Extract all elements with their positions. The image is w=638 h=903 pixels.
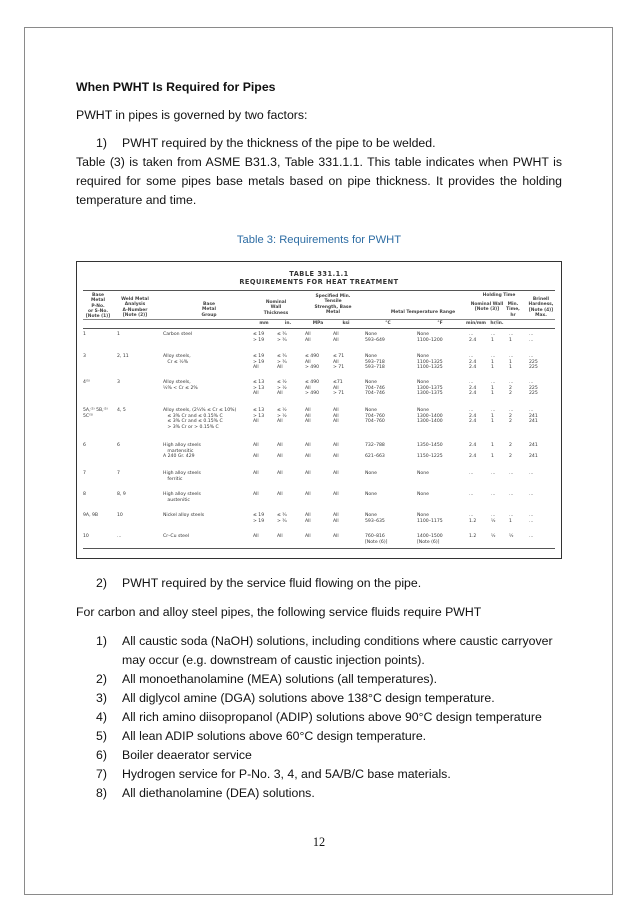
table-paragraph: Table (3) is taken from ASME B31.3, Table 331.1.1. This table indicates when PWHT is required for some pipes base metals based on pipe thickness. It provides the holding temperature and time. xyxy=(76,155,562,207)
table-cell-group: Alloy steels, ¹⁄₂% < Cr ≤ 2% xyxy=(163,380,198,391)
factor-list-1 xyxy=(96,134,562,153)
list-number: 1) xyxy=(96,136,107,150)
table-cell-inch: ≤ ¹⁄₂ > ¹⁄₂ All xyxy=(277,408,287,425)
table-cell-c: 732–788 621–663 xyxy=(365,443,385,460)
table-cell-weld: 4, 5 xyxy=(117,408,126,413)
table-cell-pno: 4⁽⁵⁾ xyxy=(83,380,91,385)
table-cell-pno: 6 xyxy=(83,443,86,448)
table-cell-c: None xyxy=(365,492,377,497)
header-in: in. xyxy=(284,321,292,326)
table-cell-group: Carbon steel xyxy=(163,332,193,337)
table-cell-weld: 8, 9 xyxy=(117,492,126,497)
table-cell-f: None 1100–1175 xyxy=(417,513,443,524)
table-cell-hb: ... ... xyxy=(529,332,534,343)
table-cell-minhr: ... 2 2 xyxy=(509,380,514,397)
table-cell-inch: ≤ ¹⁄₂ > ¹⁄₂ All xyxy=(277,380,287,397)
header-weld: Weld Metal Analysis A-Number [Note (2)] xyxy=(121,297,149,318)
table-cell-f: 1400–1500 [Note (6)] xyxy=(417,534,443,545)
table-cell-c: None 593–718 593–718 xyxy=(365,354,385,371)
header-holding: Holding Time xyxy=(482,293,516,298)
table-cell-c: None 593–635 xyxy=(365,513,385,524)
list-item xyxy=(96,727,562,746)
table-cell-hrin: ... xyxy=(491,492,496,497)
table-cell-ksi: All All All xyxy=(333,408,339,425)
table-cell-ksi: All xyxy=(333,471,339,476)
table-cell-hrin: ... xyxy=(491,471,496,476)
table-cell-weld: 3 xyxy=(117,380,120,385)
table-cell-f: None xyxy=(417,492,429,497)
table-cell-ksi: ≤ 71 All > 71 xyxy=(333,354,345,371)
table-cell-group: High alloy steels ferritic xyxy=(163,471,201,482)
table-cell-f: None 1300–1375 1300–1375 xyxy=(417,380,443,397)
header-mm: mm xyxy=(259,321,269,326)
table-cell-minmm: ... xyxy=(469,471,474,476)
header-wall: Nominal Wall Thickness xyxy=(263,300,289,316)
table-image-frame xyxy=(76,261,562,559)
table-cell-minmm: 1.2 xyxy=(469,534,477,539)
list-text: PWHT required by the thickness of the pipe to be welded. xyxy=(122,136,436,150)
table-cell-inch: ≤ ³⁄₄ > ³⁄₄ xyxy=(277,332,287,343)
table-cell-ksi: ≤71 All > 71 xyxy=(333,380,345,397)
table-cell-hb: ... xyxy=(529,471,534,476)
table-cell-hb: ... 225 225 xyxy=(529,354,538,371)
table-cell-group: High alloy steels martensitic A 240 Gr. 429 xyxy=(163,443,201,460)
table-rule xyxy=(83,328,555,329)
list-text: All lean ADIP solutions above 60°C design temperature. xyxy=(122,729,427,743)
table-cell-group: Alloy steels, Cr ≤ ¹⁄₂% xyxy=(163,354,191,365)
list-text: PWHT required by the service fluid flowing on the pipe. xyxy=(122,576,422,590)
table-cell-inch: All xyxy=(277,471,283,476)
table-cell-f: None 1100–1325 1100–1325 xyxy=(417,354,443,371)
header-group: Base Metal Group xyxy=(201,302,217,318)
list-number: 8) xyxy=(96,786,107,800)
table-cell-mpa: All All xyxy=(305,332,311,343)
table-cell-mm: ≤ 13 > 13 All xyxy=(253,380,265,397)
table-cell-c: None 704–760 704–760 xyxy=(365,408,385,425)
table-cell-mpa: All xyxy=(305,471,311,476)
table-cell-f: 1350–1450 1150–1225 xyxy=(417,443,443,460)
table-cell-mm: All xyxy=(253,534,259,539)
table-cell-hrin: ... 1 xyxy=(491,332,496,343)
table-cell-minmm: ... 2.4 xyxy=(469,332,477,343)
table-cell-ksi: All All xyxy=(333,443,339,460)
list-number: 5) xyxy=(96,729,107,743)
table-cell-weld: 6 xyxy=(117,443,120,448)
header-strength: Specified Min. Tensile Strength, Base Metal xyxy=(314,294,352,315)
header-temp-range: Metal Temperature Range xyxy=(390,310,456,315)
table-cell-mpa: All xyxy=(305,534,311,539)
table-cell-mm: ≤ 19 > 19 xyxy=(253,513,265,524)
table-cell-mpa: ≤ 490 All > 490 xyxy=(305,380,320,397)
table-cell-group: High alloy steels austenitic xyxy=(163,492,201,503)
table-subtitle: REQUIREMENTS FOR HEAT TREATMENT xyxy=(239,278,399,286)
list-number: 7) xyxy=(96,767,107,781)
header-nominal-wall: Nominal Wall [Note (3)] xyxy=(470,302,504,313)
table-cell-minmm: 2.4 2.4 xyxy=(469,443,477,460)
table-cell-weld: ... xyxy=(117,534,122,539)
table-cell-mpa: All All xyxy=(305,443,311,460)
list-number: 4) xyxy=(96,710,107,724)
header-mpa: MPa xyxy=(312,321,324,326)
list-text: All monoethanolamine (MEA) solutions (all temperatures). xyxy=(122,672,438,686)
list-text: Hydrogen service for P-No. 3, 4, and 5A/B/C base materials. xyxy=(122,767,451,781)
page-number: 12 xyxy=(312,835,326,849)
table-cell-hb: ... 225 225 xyxy=(529,380,538,397)
table-cell-mm: All xyxy=(253,471,259,476)
table-rule xyxy=(83,319,555,320)
table-cell-minhr: ... 1 1 xyxy=(509,354,514,371)
table-cell-inch: ≤ ³⁄₄ > ³⁄₄ All xyxy=(277,354,287,371)
table-rule xyxy=(83,548,555,549)
list-number: 2) xyxy=(96,576,107,590)
list-item xyxy=(96,632,562,670)
table-caption: Table 3: Requirements for PWHT xyxy=(236,234,402,246)
table-cell-mpa: ≤ 490 All > 490 xyxy=(305,354,320,371)
table-cell-c: 760–816 [Note (6)] xyxy=(365,534,388,545)
table-cell-pno: 8 xyxy=(83,492,86,497)
table-cell-hb: 241 241 xyxy=(529,443,538,460)
list-item xyxy=(96,670,562,689)
list-number: 1) xyxy=(96,634,107,648)
table-cell-mm: All All xyxy=(253,443,259,460)
header-min-mm: min/mm xyxy=(466,321,486,326)
table-cell-minmm: ... 2.4 2.4 xyxy=(469,354,477,371)
table-cell-hrin: ... 1 1 xyxy=(491,408,496,425)
table-cell-minmm: ... 2.4 2.4 xyxy=(469,408,477,425)
header-hardness: Brinell Hardness, [Note (4)] Max. xyxy=(528,297,554,318)
list-item xyxy=(96,708,562,727)
table-cell-group: Cr–Cu steel xyxy=(163,534,190,539)
table-cell-hrin: ¹⁄₂ xyxy=(491,534,496,539)
list-text: All diethanolamine (DEA) solutions. xyxy=(122,786,315,800)
table-cell-pno: 9A, 9B xyxy=(83,513,99,518)
table-cell-minhr: ... 1 xyxy=(509,332,514,343)
intro-paragraph: PWHT in pipes is governed by two factors: xyxy=(76,108,308,122)
table-rule xyxy=(83,290,555,291)
table-cell-hrin: 1 1 xyxy=(491,443,494,460)
table-cell-mm: ≤ 13 > 13 All xyxy=(253,408,265,425)
list-text: Boiler deaerator service xyxy=(122,748,252,762)
table-cell-hb: ... 241 241 xyxy=(529,408,538,425)
table-cell-mpa: All All All xyxy=(305,408,311,425)
header-c: °C xyxy=(385,321,391,326)
table-cell-mm: ≤ 19 > 19 xyxy=(253,332,265,343)
table-cell-mpa: All All xyxy=(305,513,311,524)
table-cell-c: None xyxy=(365,471,377,476)
table-cell-pno: 7 xyxy=(83,471,86,476)
table-cell-hrin: ... 1 1 xyxy=(491,380,496,397)
table-cell-hrin: ... 1 1 xyxy=(491,354,496,371)
header-hr-in: hr/in. xyxy=(490,321,504,326)
table-cell-minmm: ... xyxy=(469,492,474,497)
list-number: 2) xyxy=(96,672,107,686)
table-cell-inch: All xyxy=(277,492,283,497)
list-item xyxy=(96,765,562,784)
table-cell-f: None xyxy=(417,471,429,476)
list-text: All rich amino diisopropanol (ADIP) solutions above 90°C design temperature xyxy=(122,710,542,724)
table-cell-minhr: ... 1 xyxy=(509,513,514,524)
table-cell-minhr: ... xyxy=(509,492,514,497)
list-item xyxy=(96,574,562,593)
header-pno: Base Metal P-No. or S-No. [Note (1)] xyxy=(85,293,111,320)
table-cell-minhr: ¹⁄₂ xyxy=(509,534,514,539)
table-cell-mm: ≤ 19 > 19 All xyxy=(253,354,265,371)
table-cell-inch: All All xyxy=(277,443,283,460)
list-item xyxy=(96,689,562,708)
table-cell-minhr: ... xyxy=(509,471,514,476)
table-cell-f: None 1100–1200 xyxy=(417,332,443,343)
table-cell-minmm: ... 2.4 2.4 xyxy=(469,380,477,397)
table-cell-c: None 704–746 704–746 xyxy=(365,380,385,397)
fluid-list xyxy=(96,632,562,803)
header-ksi: ksi xyxy=(342,321,350,326)
table-cell-group: Alloy steels, (2¹⁄₄% ≤ Cr ≤ 10%) ≤ 3% Cr and ≤ 0.15% C ≤ 3% Cr and ≤ 0.15% C > 3% Cr or > 0.15% C xyxy=(163,408,237,430)
table-cell-minhr: ... 2 2 xyxy=(509,408,514,425)
table-cell-hb: ... ... xyxy=(529,513,534,524)
table-cell-ksi: All All xyxy=(333,332,339,343)
table-cell-pno: 10 xyxy=(83,534,89,539)
table-cell-inch: ≤ ³⁄₄ > ³⁄₄ xyxy=(277,513,287,524)
table-cell-pno: 1 xyxy=(83,332,86,337)
list-item xyxy=(96,784,562,803)
table-cell-inch: All xyxy=(277,534,283,539)
table-cell-pno: 3 xyxy=(83,354,86,359)
table-cell-hrin: ... ¹⁄₂ xyxy=(491,513,496,524)
table-cell-minhr: 2 2 xyxy=(509,443,512,460)
header-f: °F xyxy=(437,321,443,326)
section-heading: When PWHT Is Required for Pipes xyxy=(76,80,276,94)
table-cell-mpa: All xyxy=(305,492,311,497)
table-cell-pno: 5A,⁽⁵⁾ 5B,⁽⁵⁾ 5C⁽⁵⁾ xyxy=(83,408,108,419)
table-cell-hb: ... xyxy=(529,534,534,539)
list-text: All caustic soda (NaOH) solutions, including conditions where caustic carryover may occur (e.g. downstream of caustic injection points). xyxy=(122,634,553,667)
table-cell-minmm: ... 1.2 xyxy=(469,513,477,524)
table-cell-weld: 7 xyxy=(117,471,120,476)
table-cell-weld: 2, 11 xyxy=(117,354,129,359)
list-text: All diglycol amine (DGA) solutions above 138°C design temperature. xyxy=(122,691,495,705)
list-number: 3) xyxy=(96,691,107,705)
table-cell-ksi: All All xyxy=(333,513,339,524)
table-cell-mm: All xyxy=(253,492,259,497)
table-cell-group: Nickel alloy steels xyxy=(163,513,205,518)
header-min-time: Min. Time, hr xyxy=(506,302,520,318)
table-cell-weld: 10 xyxy=(117,513,123,518)
heat-treatment-table xyxy=(83,270,555,545)
table-title: TABLE 331.1.1 xyxy=(289,270,349,278)
table-cell-weld: 1 xyxy=(117,332,120,337)
table-cell-hb: ... xyxy=(529,492,534,497)
list-number: 6) xyxy=(96,748,107,762)
list-item xyxy=(96,134,562,153)
fluids-intro: For carbon and alloy steel pipes, the following service fluids require PWHT xyxy=(76,605,482,619)
factor-list-2 xyxy=(96,574,562,593)
table-cell-c: None 593–649 xyxy=(365,332,385,343)
table-cell-f: None 1300–1400 1300–1400 xyxy=(417,408,443,425)
table-cell-ksi: All xyxy=(333,534,339,539)
table-cell-ksi: All xyxy=(333,492,339,497)
list-item xyxy=(96,746,562,765)
